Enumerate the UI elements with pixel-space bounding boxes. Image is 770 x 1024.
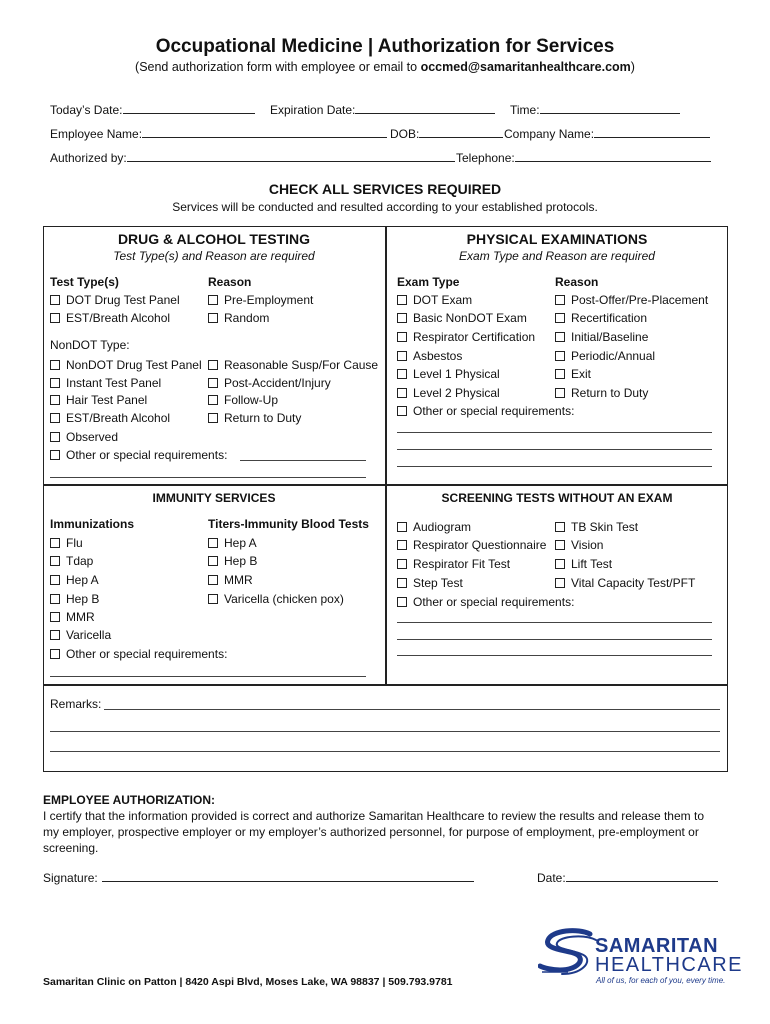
checkbox-icon[interactable] [50, 313, 60, 323]
physical-other-line-3[interactable] [397, 466, 712, 467]
signature-label: Signature: [43, 871, 98, 885]
checkbox-label: Hep A [224, 536, 257, 550]
checkbox-label: Varicella [66, 628, 112, 642]
checkbox-icon[interactable] [397, 559, 407, 569]
checkbox-label: Recertification [571, 311, 648, 325]
checkbox-imm-varicella[interactable] [50, 628, 111, 642]
checkbox-follow-up[interactable] [208, 393, 278, 407]
checkbox-dot-exam[interactable] [397, 293, 472, 307]
checkbox-icon[interactable] [397, 313, 407, 323]
checkbox-label: Reasonable Susp/For Cause [224, 358, 379, 372]
time-label: Time: [510, 103, 540, 117]
checkbox-label: Periodic/Annual [571, 349, 656, 363]
checkbox-icon[interactable] [397, 332, 407, 342]
checkbox-titer-varicella[interactable] [208, 592, 344, 606]
checkbox-drug-return-to-duty[interactable] [208, 411, 301, 425]
checkbox-basic-nondot-exam[interactable] [397, 311, 527, 325]
logo-samaritan: SAMARITAN [595, 935, 719, 957]
checkbox-vital-capacity[interactable] [555, 576, 695, 590]
checkbox-physical-other[interactable] [397, 404, 574, 418]
checkbox-hair-test-panel[interactable] [50, 393, 147, 407]
checkbox-instant-test-panel[interactable] [50, 376, 161, 390]
checkbox-label: Level 2 Physical [413, 386, 500, 400]
checkbox-imm-hep-a[interactable] [50, 573, 99, 587]
drug-other-line-2[interactable] [50, 477, 366, 478]
checkbox-label: Return to Duty [571, 386, 649, 400]
checkbox-icon[interactable] [397, 597, 407, 607]
checkbox-level-1-physical[interactable] [397, 367, 500, 381]
checkbox-post-offer[interactable] [555, 293, 708, 307]
authorized-by-label: Authorized by: [50, 151, 127, 165]
checkbox-icon[interactable] [555, 388, 565, 398]
checkbox-icon[interactable] [50, 295, 60, 305]
checkbox-label: Post-Offer/Pre-Placement [571, 293, 709, 307]
checkbox-drug-other[interactable] [50, 448, 227, 462]
checkbox-icon[interactable] [555, 369, 565, 379]
checkbox-label: TB Skin Test [571, 520, 639, 534]
checkbox-icon[interactable] [50, 378, 60, 388]
checkbox-label: Hep B [224, 554, 258, 568]
checkbox-label: DOT Exam [413, 293, 473, 307]
checkbox-label: DOT Drug Test Panel [66, 293, 180, 307]
samaritan-logo-icon [538, 928, 602, 976]
subtitle-text: (Send authorization form with employee or email to [135, 60, 421, 74]
checkbox-icon[interactable] [555, 351, 565, 361]
date-field[interactable] [537, 871, 718, 885]
telephone-label: Telephone: [456, 151, 515, 165]
drug-test-types-label: Test Type(s) [50, 275, 119, 289]
checkbox-label: Tdap [66, 554, 94, 568]
checkbox-label: Asbestos [413, 349, 463, 363]
signature-field[interactable] [43, 871, 474, 885]
services-heading: CHECK ALL SERVICES REQUIRED [268, 181, 502, 197]
checkbox-icon[interactable] [397, 522, 407, 532]
remarks-line-2[interactable] [50, 731, 720, 732]
checkbox-icon[interactable] [50, 360, 60, 370]
drug-other-line-1[interactable] [240, 460, 366, 461]
immunity-other-line[interactable] [50, 676, 366, 677]
logo-healthcare: HEALTHCARE [595, 954, 743, 976]
checkbox-label: Respirator Fit Test [413, 557, 511, 571]
checkbox-label: NonDOT Drug Test Panel [66, 358, 202, 372]
checkbox-label: EST/Breath Alcohol [66, 311, 171, 325]
page-title: Occupational Medicine | Authorization for Services [155, 36, 615, 57]
checkbox-icon[interactable] [50, 575, 60, 585]
checkbox-icon[interactable] [208, 556, 218, 566]
checkbox-icon[interactable] [555, 540, 565, 550]
checkbox-icon[interactable] [208, 413, 218, 423]
checkbox-label: Step Test [413, 576, 463, 590]
checkbox-label: Other or special requirements: [413, 404, 575, 418]
date-label: Date: [537, 871, 566, 885]
checkbox-icon[interactable] [50, 649, 60, 659]
checkbox-level-2-physical[interactable] [397, 386, 500, 400]
checkbox-post-accident[interactable] [208, 376, 331, 390]
todays-date-field[interactable] [50, 103, 255, 117]
checkbox-icon[interactable] [208, 360, 218, 370]
immunizations-label: Immunizations [50, 517, 135, 531]
screening-other-line-1[interactable] [397, 622, 712, 623]
checkbox-imm-hep-b[interactable] [50, 592, 99, 606]
checkbox-icon[interactable] [50, 538, 60, 548]
checkbox-dot-drug-test[interactable] [50, 293, 180, 307]
company-name-label: Company Name: [504, 127, 595, 141]
checkbox-icon[interactable] [50, 630, 60, 640]
checkbox-flu[interactable] [50, 536, 83, 550]
checkbox-label: Other or special requirements: [66, 647, 228, 661]
time-field[interactable] [510, 103, 680, 117]
immunity-section-title: IMMUNITY SERVICES [152, 491, 276, 505]
grid-divider-vertical [385, 226, 387, 685]
checkbox-label: Instant Test Panel [66, 376, 162, 390]
checkbox-label: Audiogram [413, 520, 472, 534]
todays-date-label: Today’s Date: [50, 103, 123, 117]
checkbox-icon[interactable] [208, 538, 218, 548]
checkbox-titer-hep-b[interactable] [208, 554, 257, 568]
nondot-type-label: NonDOT Type: [50, 338, 130, 352]
checkbox-titer-mmr[interactable] [208, 573, 253, 587]
checkbox-icon[interactable] [555, 313, 565, 323]
dob-label: DOB: [390, 127, 420, 141]
employee-name-field[interactable] [50, 127, 387, 141]
checkbox-respirator-fit-test[interactable] [397, 557, 510, 571]
drug-reason-label: Reason [208, 275, 252, 289]
checkbox-label: Return to Duty [224, 411, 302, 425]
checkbox-label: Pre-Employment [224, 293, 314, 307]
footer-address: Samaritan Clinic on Patton | 8420 Aspi Blvd, Moses Lake, WA 98837 | 509.793.9781 [43, 976, 453, 988]
checkbox-icon[interactable] [208, 295, 218, 305]
checkbox-audiogram[interactable] [397, 520, 471, 534]
authorized-by-field[interactable] [50, 151, 455, 165]
checkbox-recertification[interactable] [555, 311, 647, 325]
checkbox-icon[interactable] [208, 395, 218, 405]
checkbox-icon[interactable] [555, 559, 565, 569]
checkbox-icon[interactable] [555, 578, 565, 588]
checkbox-label: Random [224, 311, 270, 325]
physical-section-subtitle: Exam Type and Reason are required [459, 249, 655, 263]
checkbox-label: Hep B [66, 592, 100, 606]
employee-name-label: Employee Name: [50, 127, 143, 141]
checkbox-random[interactable] [208, 311, 269, 325]
checkbox-label: Other or special requirements: [66, 448, 228, 462]
remarks-label: Remarks: [50, 697, 102, 711]
checkbox-initial-baseline[interactable] [555, 330, 648, 344]
checkbox-label: Varicella (chicken pox) [224, 592, 344, 606]
checkbox-label: Hair Test Panel [66, 393, 148, 407]
checkbox-icon[interactable] [397, 578, 407, 588]
checkbox-icon[interactable] [50, 450, 60, 460]
checkbox-icon[interactable] [208, 313, 218, 323]
checkbox-label: Post-Accident/Injury [224, 376, 331, 390]
checkbox-label: Level 1 Physical [413, 367, 500, 381]
exam-type-label: Exam Type [397, 275, 460, 289]
checkbox-exit[interactable] [555, 367, 591, 381]
services-subheading: Services will be conducted and resulted according to your established protocols. [172, 200, 598, 214]
checkbox-reasonable-susp[interactable] [208, 358, 378, 372]
checkbox-asbestos[interactable] [397, 349, 462, 363]
checkbox-nondot-drug-test[interactable] [50, 358, 202, 372]
checkbox-icon[interactable] [397, 295, 407, 305]
checkbox-label: Follow-Up [224, 393, 279, 407]
page-subtitle [0, 60, 770, 74]
drug-section-title: DRUG & ALCOHOL TESTING [117, 231, 311, 247]
company-name-field[interactable] [504, 127, 710, 141]
checkbox-label: Observed [66, 430, 119, 444]
physical-other-line-2[interactable] [397, 449, 712, 450]
checkbox-label: Other or special requirements: [413, 595, 575, 609]
checkbox-titer-hep-a[interactable] [208, 536, 257, 550]
checkbox-label: Basic NonDOT Exam [413, 311, 527, 325]
telephone-field[interactable] [456, 151, 711, 165]
checkbox-icon[interactable] [555, 332, 565, 342]
screening-other-line-3[interactable] [397, 655, 712, 656]
checkbox-icon[interactable] [555, 295, 565, 305]
checkbox-respirator-questionnaire[interactable] [397, 538, 546, 552]
checkbox-label: Vital Capacity Test/PFT [571, 576, 696, 590]
checkbox-label: Initial/Baseline [571, 330, 649, 344]
checkbox-nondot-est-breath[interactable] [50, 411, 170, 425]
email-link[interactable]: occmed@samaritanhealthcare.com [420, 60, 631, 74]
checkbox-label: EST/Breath Alcohol [66, 411, 171, 425]
checkbox-label: Hep A [66, 573, 99, 587]
remarks-line-3[interactable] [50, 751, 720, 752]
checkbox-icon[interactable] [208, 594, 218, 604]
checkbox-label: Flu [66, 536, 83, 550]
checkbox-imm-mmr[interactable] [50, 610, 95, 624]
checkbox-respirator-cert[interactable] [397, 330, 535, 344]
checkbox-icon[interactable] [397, 369, 407, 379]
checkbox-tb-skin-test[interactable] [555, 520, 638, 534]
checkbox-label: MMR [224, 573, 253, 587]
checkbox-vision[interactable] [555, 538, 603, 552]
checkbox-screening-other[interactable] [397, 595, 574, 609]
checkbox-icon[interactable] [50, 413, 60, 423]
physical-reason-label: Reason [555, 275, 599, 289]
authorization-text: I certify that the information provided is correct and authorize Samaritan Healthcare to review the results and release them to my employer, prospective employer or my employer’s authorized personnel, for purpose of employment, pre-employment or screening. [43, 809, 704, 855]
physical-section-title: PHYSICAL EXAMINATIONS [466, 231, 648, 247]
checkbox-icon[interactable] [50, 612, 60, 622]
checkbox-icon[interactable] [397, 540, 407, 550]
checkbox-label: Vision [571, 538, 604, 552]
checkbox-icon[interactable] [208, 378, 218, 388]
expiration-date-label: Expiration Date: [270, 103, 356, 117]
checkbox-icon[interactable] [397, 406, 407, 416]
checkbox-physical-return-to-duty[interactable] [555, 386, 648, 400]
checkbox-label: Respirator Questionnaire [413, 538, 547, 552]
drug-section-subtitle: Test Type(s) and Reason are required [113, 249, 315, 263]
checkbox-est-breath-alcohol[interactable] [50, 311, 170, 325]
subtitle-close: ) [630, 60, 635, 74]
checkbox-icon[interactable] [50, 594, 60, 604]
screening-section-title: SCREENING TESTS WITHOUT AN EXAM [441, 491, 673, 505]
checkbox-lift-test[interactable] [555, 557, 612, 571]
checkbox-icon[interactable] [397, 351, 407, 361]
expiration-date-field[interactable] [270, 103, 495, 117]
checkbox-icon[interactable] [50, 395, 60, 405]
checkbox-periodic-annual[interactable] [555, 349, 655, 363]
checkbox-immunity-other[interactable] [50, 647, 227, 661]
checkbox-observed[interactable] [50, 430, 118, 444]
grid-divider-remarks [43, 684, 728, 686]
checkbox-icon[interactable] [50, 556, 60, 566]
logo-tagline: All of us, for each of you, every time. [596, 976, 726, 985]
checkbox-tdap[interactable] [50, 554, 93, 568]
checkbox-icon[interactable] [397, 388, 407, 398]
titers-label: Titers-Immunity Blood Tests [208, 517, 369, 531]
screening-other-line-2[interactable] [397, 639, 712, 640]
authorization-heading: EMPLOYEE AUTHORIZATION: [43, 793, 215, 807]
checkbox-label: MMR [66, 610, 95, 624]
checkbox-label: Lift Test [571, 557, 613, 571]
dob-field[interactable] [390, 127, 503, 141]
checkbox-pre-employment[interactable] [208, 293, 313, 307]
remarks-line-1[interactable] [104, 709, 720, 710]
checkbox-label: Respirator Certification [413, 330, 536, 344]
checkbox-label: Exit [571, 367, 592, 381]
checkbox-icon[interactable] [208, 575, 218, 585]
checkbox-icon[interactable] [555, 522, 565, 532]
checkbox-icon[interactable] [50, 432, 60, 442]
physical-other-line-1[interactable] [397, 432, 712, 433]
checkbox-step-test[interactable] [397, 576, 463, 590]
grid-divider-middle [43, 484, 728, 486]
